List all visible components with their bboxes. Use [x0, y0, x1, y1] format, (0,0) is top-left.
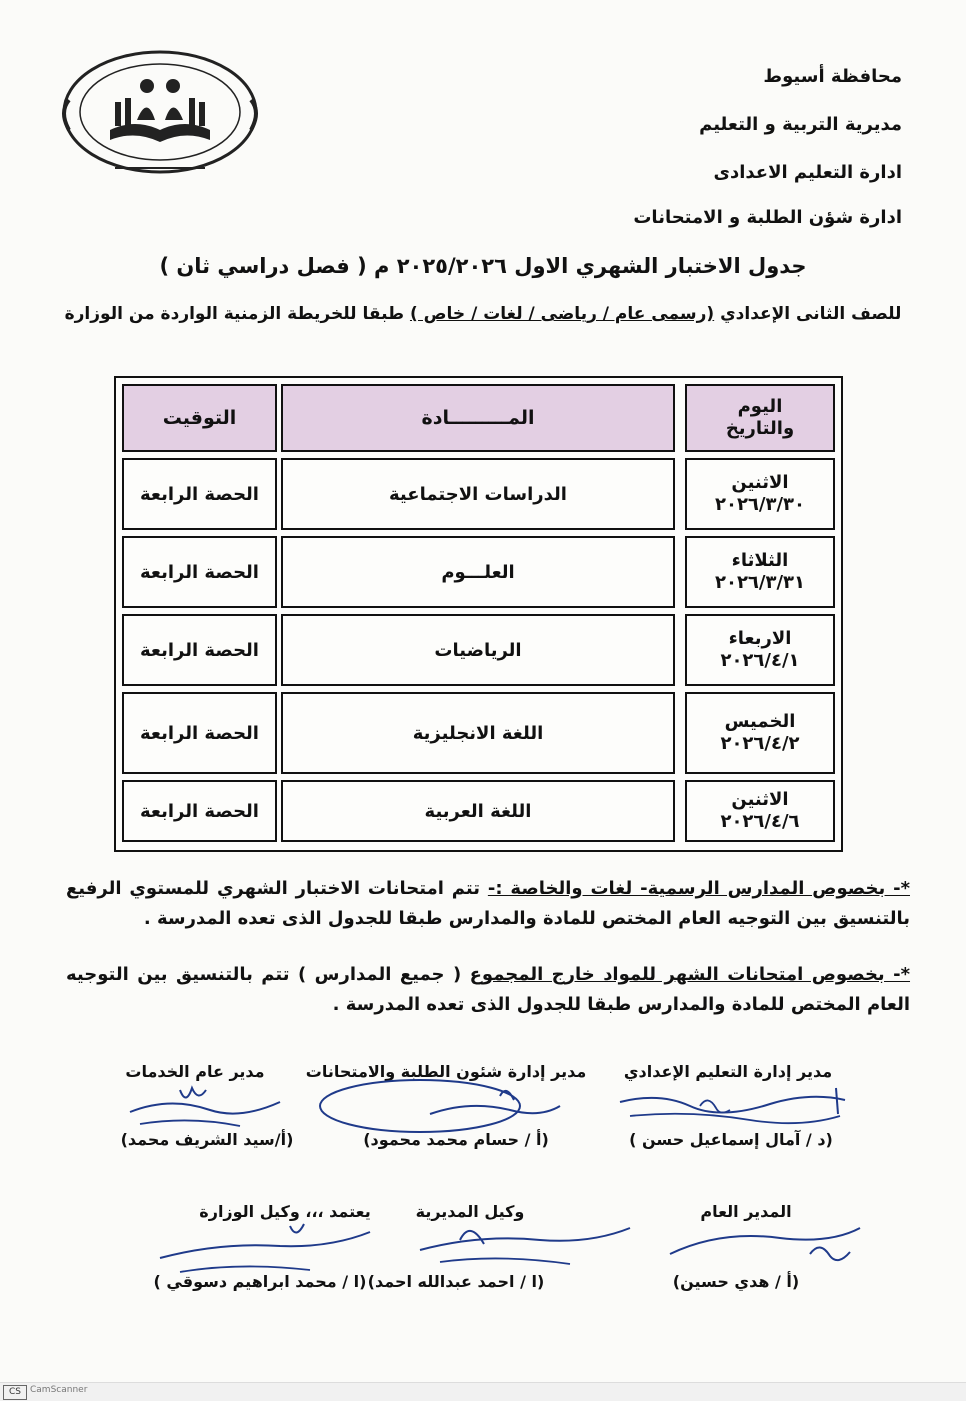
row-3-subject: الرياضيات: [434, 639, 522, 661]
table-row-2-subject: [281, 536, 675, 608]
row-4-subject: اللغة الانجليزية: [412, 722, 544, 744]
sig-6-name: (ا / محمد ابراهيم دسوقي ): [153, 1272, 367, 1291]
sig-2-title: مدير إدارة شئون الطلبة والامتحانات: [305, 1062, 587, 1081]
table-row-1-time: [122, 458, 277, 530]
note-non-scored-subjects: [66, 960, 910, 1020]
header-subject-label: المـــــــــادة: [421, 407, 535, 429]
note-2-heading: *- بخصوص امتحانات الشهر للمواد خارج المجموع: [469, 964, 911, 985]
row-5-subject: اللغة العربية: [424, 800, 532, 822]
administration-label: ادارة التعليم الاعدادى: [713, 162, 902, 183]
sig-1-title: مدير إدارة التعليم الإعدادي: [623, 1062, 833, 1081]
sig-4-title: المدير العام: [700, 1202, 792, 1221]
row-1-subject: الدراسات الاجتماعية: [389, 483, 567, 505]
row-1-time: الحصة الرابعة: [140, 483, 259, 505]
subtitle-grade: للصف الثانى الإعدادي: [720, 304, 902, 324]
row-3-day-name: الاربعاء: [728, 627, 792, 649]
header-subject: [281, 384, 675, 452]
row-1-date: ٢٠٢٦/٣/٣٠: [714, 494, 806, 515]
table-row-2-day: [685, 536, 835, 608]
table-row-3-day: [685, 614, 835, 686]
row-5-date: ٢٠٢٦/٤/٦: [720, 811, 800, 832]
row-2-date: ٢٠٢٦/٣/٣١: [714, 572, 806, 593]
exam-schedule-table: [114, 376, 843, 852]
row-5-time: الحصة الرابعة: [140, 800, 259, 822]
row-2-subject: العلـــوم: [441, 561, 515, 583]
row-3-time: الحصة الرابعة: [140, 639, 259, 661]
row-4-date: ٢٠٢٦/٤/٢: [720, 733, 800, 754]
signature-mark-3: [120, 1076, 290, 1136]
directorate-logo: [55, 40, 265, 180]
header-time: [122, 384, 277, 452]
subtitle-school-types: (رسمى عام / رياضى / لغات / خاص ): [409, 304, 715, 324]
table-row-5-time: [122, 780, 277, 842]
directorate-label: مديرية التربية و التعليم: [699, 114, 902, 135]
table-row-2-time: [122, 536, 277, 608]
signature-mark-4: [660, 1214, 880, 1274]
exams-affairs-label: ادارة شؤن الطلبة و الامتحانات: [633, 207, 902, 228]
subtitle-reference: طبقا للخريطة الزمنية الواردة من الوزارة: [64, 304, 405, 324]
governorate-label: محافظة أسيوط: [763, 66, 902, 87]
row-1-day-name: الاثنين: [731, 471, 789, 493]
table-row-1-day: [685, 458, 835, 530]
table-row-4-time: [122, 692, 277, 774]
sig-6-title: يعتمد ،،، وكيل الوزارة: [199, 1202, 371, 1221]
sig-4-name: (أ / هدي حسين): [672, 1272, 800, 1291]
sig-5-title: وكيل المديرية: [415, 1202, 525, 1221]
table-row-5-subject: [281, 780, 675, 842]
document-title: جدول الاختبار الشهري الاول ٢٠٢٥/٢٠٢٦ م ( فصل دراسي ثان ): [159, 254, 807, 278]
table-row-3-time: [122, 614, 277, 686]
sig-3-name: (أ/سيد الشريف محمد): [120, 1130, 294, 1149]
header-day-date: [685, 384, 835, 452]
note-official-schools: [66, 874, 910, 934]
row-5-day-name: الاثنين: [731, 788, 789, 810]
table-row-4-day: [685, 692, 835, 774]
table-row-1-subject: [281, 458, 675, 530]
signature-mark-5: [400, 1210, 640, 1280]
table-row-5-day: [685, 780, 835, 842]
row-2-day-name: الثلاثاء: [731, 549, 789, 571]
header-time-label: التوقيت: [162, 407, 237, 429]
sig-1-name: (د / آمال إسماعيل حسن ): [629, 1130, 833, 1149]
row-3-date: ٢٠٢٦/٤/١: [720, 650, 800, 671]
camscanner-badge: CS: [3, 1385, 27, 1400]
table-row-4-subject: [281, 692, 675, 774]
row-4-day-name: الخميس: [724, 710, 796, 732]
note-1-heading: *- بخصوص المدارس الرسمية- لغات والخاصة :-: [487, 878, 910, 899]
sig-3-title: مدير عام الخدمات: [125, 1062, 265, 1081]
sig-5-name: (ا / احمد عبدالله احمد): [367, 1272, 545, 1291]
camscanner-label: CamScanner: [30, 1385, 88, 1395]
document-subtitle: [60, 304, 906, 324]
row-4-time: الحصة الرابعة: [140, 722, 259, 744]
sig-2-name: (أ / حسام محمد محمود): [363, 1130, 549, 1149]
note-2-body: ( جميع المدارس ) تتم بالتنسيق بين التوجيه العام المختص للمادة والمدارس طبقا للجدول الذى تعده المدرسة .: [66, 964, 910, 1015]
scanner-footer-bar: [0, 1382, 966, 1401]
note-1-body: تتم امتحانات الاختبار الشهري للمستوي الرفيع بالتنسيق بين التوجيه العام المختص للمادة والمدارس طبقا للجدول الذى تعده المدرسة .: [66, 878, 910, 929]
header-day-date-label: اليوم والتاريخ: [725, 395, 795, 439]
row-2-time: الحصة الرابعة: [140, 561, 259, 583]
table-row-3-subject: [281, 614, 675, 686]
